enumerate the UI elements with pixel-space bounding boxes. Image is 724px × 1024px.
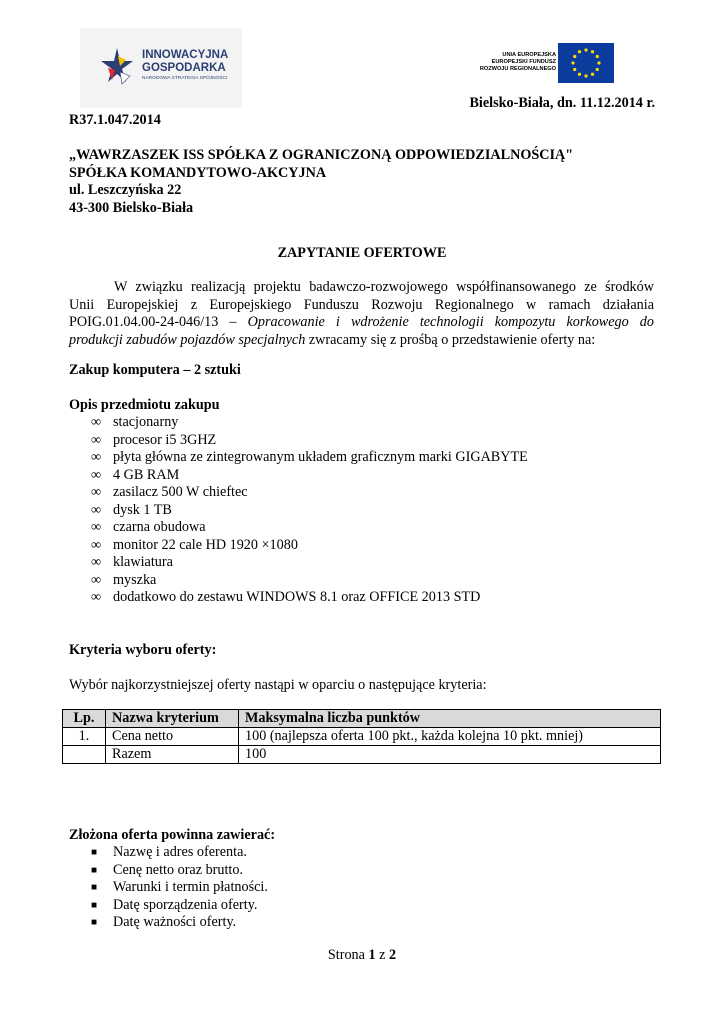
table-cell: 100 (najlepsza oferta 100 pkt., każda kolejna 10 pkt. mniej) bbox=[239, 728, 661, 746]
footer-page-total: 2 bbox=[389, 947, 397, 963]
logo-text-line2: GOSPODARKA bbox=[142, 62, 226, 74]
list-item bbox=[91, 844, 247, 862]
eu-star-icon bbox=[597, 61, 600, 64]
bullet-icon: ∞ bbox=[91, 519, 102, 535]
list-item bbox=[91, 431, 217, 450]
eu-logo bbox=[458, 40, 618, 88]
eu-flag-icon bbox=[558, 43, 614, 83]
page-footer bbox=[0, 947, 724, 965]
list-item bbox=[91, 466, 180, 485]
innowacyjna-gospodarka-logo bbox=[80, 28, 242, 108]
eu-text-line1: UNIA EUROPEJSKA bbox=[502, 52, 556, 58]
list-item bbox=[91, 861, 244, 880]
address-line2: SPÓŁKA KOMANDYTOWO-AKCYJNA bbox=[69, 164, 327, 181]
intro-line4-italic: produkcji zabudów pojazdów specjalnych bbox=[69, 331, 306, 348]
bullet-icon: ∞ bbox=[91, 501, 102, 518]
intro-paragraph bbox=[69, 279, 654, 349]
table-cell: Cena netto bbox=[106, 728, 239, 746]
spec-heading: Opis przedmiotu zakupu bbox=[69, 397, 220, 413]
eu-star-icon bbox=[591, 73, 594, 76]
criteria-heading: Kryteria wyboru oferty: bbox=[69, 642, 217, 658]
list-item-text: 4 GB RAM bbox=[113, 466, 180, 483]
eu-star-icon bbox=[571, 61, 574, 64]
bullet-icon: ∞ bbox=[91, 571, 102, 588]
list-item bbox=[91, 449, 528, 467]
eu-text-line3: ROZWOJU REGIONALNEGO bbox=[479, 66, 556, 73]
list-item-text: zasilacz 500 W chieftec bbox=[113, 484, 248, 500]
intro-line2: Unii Europejskiej z Europejskiego Funduszu Rozwoju Regionalnego w ramach działania bbox=[69, 296, 654, 313]
list-item bbox=[91, 914, 237, 932]
table-row bbox=[63, 746, 661, 764]
bullet-icon: ■ bbox=[91, 899, 98, 911]
list-item-text: procesor i5 3GHZ bbox=[113, 431, 217, 448]
intro-line3-italic: Opracowanie i wdrożenie technologii kompozytu korkowego do bbox=[247, 314, 654, 330]
list-item bbox=[91, 896, 258, 915]
eu-star-icon bbox=[573, 55, 576, 58]
innowacyjna-star-icon bbox=[100, 46, 134, 90]
eu-text-line2: EUROPEJSKI FUNDUSZ bbox=[491, 59, 556, 66]
address-line4: 43-300 Bielsko-Biała bbox=[69, 199, 194, 216]
list-item-text: dodatkowo do zestawu WINDOWS 8.1 oraz OFFICE 2013 STD bbox=[113, 589, 481, 605]
logo-text-line1: INNOWACYJNA bbox=[142, 49, 229, 61]
list-item-text: Datę ważności oferty. bbox=[113, 914, 237, 930]
bullet-icon: ∞ bbox=[91, 431, 102, 448]
table-cell: 1. bbox=[63, 728, 106, 746]
list-item-text: klawiatura bbox=[113, 554, 173, 570]
intro-line4-plain: zwracamy się z prośbą o przedstawienie oferty na: bbox=[308, 331, 596, 348]
table-cell: 100 bbox=[239, 746, 661, 764]
eu-star-icon bbox=[573, 68, 576, 71]
col-header-lp: Lp. bbox=[63, 710, 106, 728]
intro-line1: W związku realizacją projektu badawczo-rozwojowego współfinansowanego ze środków bbox=[114, 279, 654, 295]
table-cell: Razem bbox=[106, 746, 239, 764]
bullet-icon: ∞ bbox=[91, 536, 102, 553]
bullet-icon: ∞ bbox=[91, 589, 102, 605]
table-cell bbox=[63, 746, 106, 764]
list-item-text: monitor 22 cale HD 1920 ×1080 bbox=[113, 536, 298, 553]
list-item bbox=[91, 501, 172, 520]
intro-line3 bbox=[69, 314, 654, 332]
list-item-text: Cenę netto oraz brutto. bbox=[113, 861, 244, 878]
col-header-points: Maksymalna liczba punktów bbox=[239, 710, 661, 728]
col-header-name: Nazwa kryterium bbox=[106, 710, 239, 728]
address-line3: ul. Leszczyńska 22 bbox=[69, 182, 182, 198]
bullet-icon: ∞ bbox=[91, 466, 102, 483]
bullet-icon: ■ bbox=[91, 847, 98, 858]
list-item bbox=[91, 589, 481, 607]
list-item bbox=[91, 484, 248, 502]
bullet-icon: ■ bbox=[91, 882, 98, 893]
footer-prefix: Strona bbox=[327, 947, 365, 963]
bullet-icon: ∞ bbox=[91, 414, 102, 430]
eu-star-icon bbox=[578, 73, 581, 76]
list-item-text: stacjonarny bbox=[113, 414, 179, 430]
eu-star-icon bbox=[578, 50, 581, 53]
intro-line3-plain: POIG.01.04.00-24-046/13 – bbox=[69, 314, 237, 330]
list-item-text: czarna obudowa bbox=[113, 519, 206, 535]
list-item bbox=[91, 571, 157, 590]
criteria-table bbox=[62, 709, 661, 764]
place-date: Bielsko-Biała, dn. 11.12.2014 r. bbox=[469, 95, 655, 111]
list-item-text: myszka bbox=[113, 571, 157, 588]
recipient-address bbox=[69, 147, 573, 217]
eu-star-icon bbox=[584, 48, 587, 51]
eu-star-icon bbox=[596, 55, 599, 58]
bullet-icon: ∞ bbox=[91, 449, 102, 465]
bullet-icon: ∞ bbox=[91, 484, 102, 500]
list-item-text: Nazwę i adres oferenta. bbox=[113, 844, 247, 860]
list-item-text: płyta główna ze zintegrowanym układem graficznym marki GIGABYTE bbox=[113, 449, 528, 465]
list-item-text: Warunki i termin płatności. bbox=[113, 879, 268, 895]
list-item-text: dysk 1 TB bbox=[113, 501, 172, 518]
offer-heading: Złożona oferta powinna zawierać: bbox=[69, 827, 276, 843]
criteria-intro: Wybór najkorzystniejszej oferty nastąpi w oparciu o następujące kryteria: bbox=[69, 677, 487, 693]
list-item bbox=[91, 519, 206, 537]
footer-separator: z bbox=[379, 947, 386, 963]
eu-star-icon bbox=[591, 50, 594, 53]
eu-star-icon bbox=[584, 74, 587, 77]
bullet-icon: ∞ bbox=[91, 554, 102, 570]
list-item-text: Datę sporządzenia oferty. bbox=[113, 896, 258, 913]
logo-text-line3: NARODOWA STRATEGIA SPÓJNOŚCI bbox=[142, 76, 228, 81]
reference-number: R37.1.047.2014 bbox=[69, 112, 161, 128]
eu-star-icon bbox=[596, 68, 599, 71]
list-item bbox=[91, 879, 268, 897]
list-item bbox=[91, 554, 173, 572]
document-title: ZAPYTANIE OFERTOWE bbox=[277, 245, 447, 261]
list-item bbox=[91, 536, 298, 555]
bullet-icon: ■ bbox=[91, 864, 98, 876]
eu-logo-text bbox=[480, 52, 556, 74]
address-line1: „WAWRZASZEK ISS SPÓŁKA Z OGRANICZONĄ ODPOWIEDZIALNOŚCIĄ" bbox=[69, 147, 574, 163]
footer-page-number: 1 bbox=[368, 947, 376, 963]
table-row bbox=[63, 728, 661, 746]
bullet-icon: ■ bbox=[91, 917, 98, 928]
list-item bbox=[91, 414, 179, 432]
intro-line4 bbox=[69, 332, 654, 350]
table-header-row bbox=[63, 710, 661, 728]
purchase-heading: Zakup komputera – 2 sztuki bbox=[69, 362, 241, 378]
